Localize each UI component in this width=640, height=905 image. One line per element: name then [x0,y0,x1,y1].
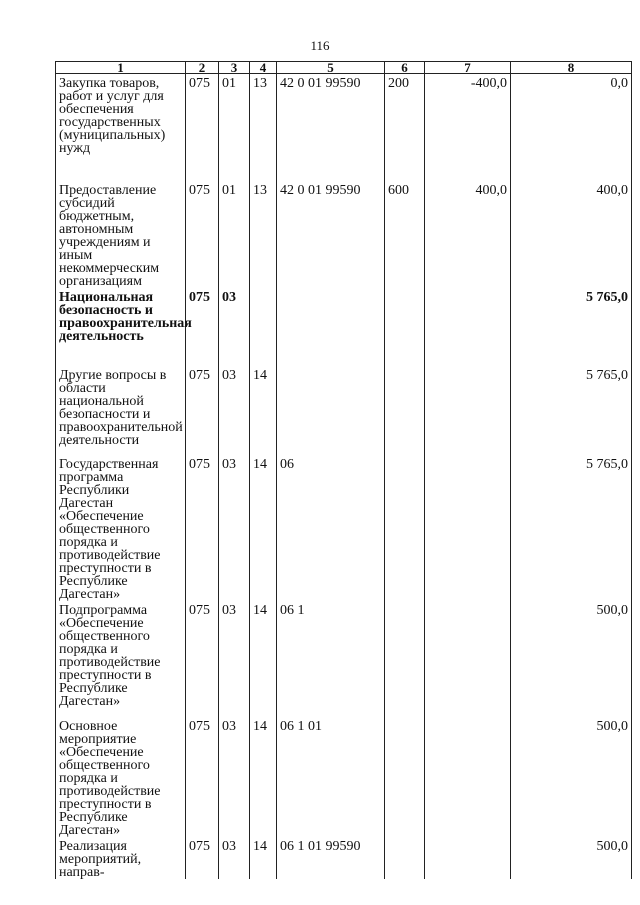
row-expense-type [385,601,425,717]
row-target-article: 06 [277,455,385,601]
row-expense-type [385,455,425,601]
page-number: 116 [310,38,330,53]
column-header-6: 6 [385,62,425,74]
row-expense-type [385,366,425,455]
table-row [56,288,632,366]
row-amount-change: 400,0 [425,181,511,288]
row-amount-total: 400,0 [511,181,632,288]
row-target-article: 42 0 01 99590 [277,74,385,181]
row-name: Реализация мероприятий, направ- [56,837,186,879]
budget-table [55,61,632,879]
row-name: Основное мероприятие «Обеспечение общественного порядка и противодействие преступности в Республике Дагестан» [56,717,186,837]
row-amount-change [425,366,511,455]
row-expense-type [385,717,425,837]
row-name: Государственная программа Республики Дагестан «Обеспечение общественного порядка и противодействие преступности в Республике Дагестан» [56,455,186,601]
row-subsection-code: 13 [250,74,277,181]
row-section-code: 03 [219,601,250,717]
row-expense-type: 600 [385,181,425,288]
row-section-code: 03 [219,455,250,601]
row-section-code: 01 [219,181,250,288]
column-header-4: 4 [250,62,277,74]
row-ministry-code: 075 [186,455,219,601]
row-name: Национальная безопасность и правоохранительная деятельность [56,288,186,366]
row-subsection-code: 13 [250,181,277,288]
row-section-code: 03 [219,288,250,366]
row-subsection-code: 14 [250,601,277,717]
row-amount-change [425,288,511,366]
row-amount-change: -400,0 [425,74,511,181]
row-subsection-code: 14 [250,717,277,837]
column-header-8: 8 [511,62,632,74]
row-amount-total: 5 765,0 [511,455,632,601]
row-amount-change [425,455,511,601]
row-ministry-code: 075 [186,181,219,288]
row-amount-total: 500,0 [511,601,632,717]
row-subsection-code: 14 [250,366,277,455]
row-subsection-code: 14 [250,455,277,601]
row-target-article [277,366,385,455]
column-header-1: 1 [56,62,186,74]
row-subsection-code [250,288,277,366]
row-ministry-code: 075 [186,837,219,879]
row-expense-type [385,288,425,366]
table-row [56,181,632,288]
row-amount-total: 0,0 [511,74,632,181]
row-name: Подпрограмма «Обеспечение общественного порядка и противодействие преступности в Республике Дагестан» [56,601,186,717]
row-subsection-code: 14 [250,837,277,879]
table-row [56,455,632,601]
column-header-7: 7 [425,62,511,74]
row-target-article: 42 0 01 99590 [277,181,385,288]
row-name: Другие вопросы в области национальной безопасности и правоохранительной деятельности [56,366,186,455]
table-row [56,717,632,837]
table-row [56,366,632,455]
table-row [56,74,632,181]
column-header-2: 2 [186,62,219,74]
row-name: Закупка товаров, работ и услуг для обеспечения государственных (муниципальных) нужд [56,74,186,181]
row-amount-total: 500,0 [511,837,632,879]
row-section-code: 03 [219,366,250,455]
row-target-article [277,288,385,366]
row-section-code: 03 [219,717,250,837]
row-amount-total: 500,0 [511,717,632,837]
row-ministry-code: 075 [186,601,219,717]
table-header-row [56,62,632,74]
row-ministry-code: 075 [186,366,219,455]
row-section-code: 03 [219,837,250,879]
row-target-article: 06 1 [277,601,385,717]
column-header-3: 3 [219,62,250,74]
row-amount-change [425,717,511,837]
row-section-code: 01 [219,74,250,181]
table-row [56,601,632,717]
row-amount-total: 5 765,0 [511,366,632,455]
row-expense-type: 200 [385,74,425,181]
row-amount-change [425,837,511,879]
row-target-article: 06 1 01 [277,717,385,837]
row-ministry-code: 075 [186,74,219,181]
column-header-5: 5 [277,62,385,74]
table-row [56,837,632,879]
row-ministry-code: 075 [186,717,219,837]
row-ministry-code: 075 [186,288,219,366]
row-expense-type [385,837,425,879]
row-amount-change [425,601,511,717]
row-target-article: 06 1 01 99590 [277,837,385,879]
row-amount-total: 5 765,0 [511,288,632,366]
row-name: Предоставление субсидий бюджетным, автономным учреждениям и иным некоммерческим организациям [56,181,186,288]
